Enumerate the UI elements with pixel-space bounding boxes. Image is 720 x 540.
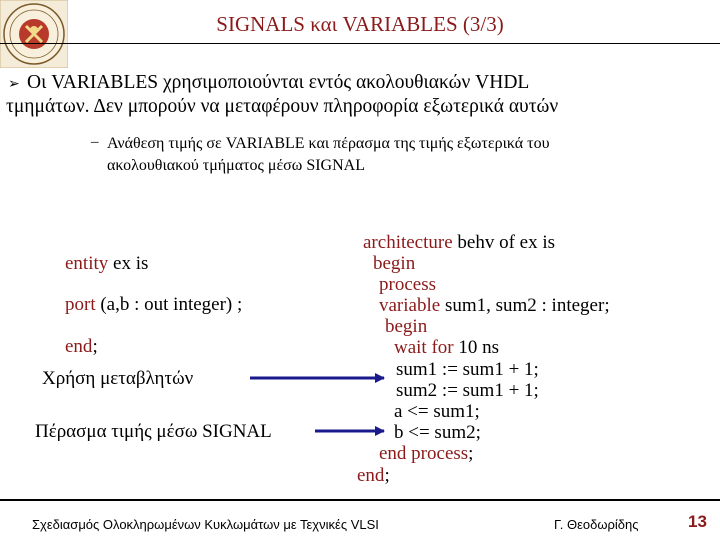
keyword: wait for — [394, 337, 454, 358]
keyword: process — [379, 274, 436, 295]
code-line: sum1 := sum1 + 1; — [396, 359, 539, 380]
keyword: end process — [379, 443, 469, 464]
code-line: end; — [65, 335, 98, 357]
page-number: 13 — [688, 512, 707, 531]
sub-bullet-dash: – — [91, 134, 99, 150]
keyword: architecture — [363, 232, 453, 253]
sub-bullet-line-1: Ανάθεση τιμής σε VARIABLE και πέρασμα της τιμής εξωτερικά του — [107, 135, 550, 152]
code-line: architecture behv of ex is — [363, 232, 556, 253]
page-title: SIGNALS και VARIABLES (3/3) — [216, 12, 504, 36]
code-line: variable sum1, sum2 : integer; — [379, 295, 610, 316]
code-line: wait for 10 ns — [394, 337, 500, 358]
code-line: b <= sum2; — [394, 422, 481, 443]
keyword: begin — [373, 253, 416, 274]
code-line: port (a,b : out integer) ; — [65, 294, 243, 316]
code-line: sum2 := sum1 + 1; — [396, 380, 539, 401]
label-signal-pass: Πέρασμα τιμής μέσω SIGNAL — [35, 421, 272, 442]
bullet-line-1: Οι VARIABLES χρησιμοποιούνται εντός ακολουθιακών VHDL — [27, 72, 530, 93]
keyword: begin — [385, 316, 428, 337]
bullet-arrow-icon: ➢ — [8, 76, 20, 92]
keyword: end — [65, 335, 93, 357]
code-line: end; — [357, 465, 390, 486]
code-line: end process; — [379, 443, 474, 464]
footer-author: Γ. Θεοδωρίδης — [554, 517, 639, 532]
bullet-line-2: τμημάτων. Δεν μπορούν να μεταφέρουν πληροφορία εξωτερικά αυτών — [6, 96, 559, 117]
keyword: variable — [379, 295, 441, 316]
code-line: a <= sum1; — [394, 401, 480, 422]
label-variables-use: Χρήση μεταβλητών — [42, 368, 194, 389]
keyword: port — [65, 294, 96, 316]
footer-divider — [0, 499, 720, 501]
footer-course: Σχεδιασμός Ολοκληρωμένων Κυκλωμάτων με Τεχνικές VLSI — [32, 517, 379, 532]
code-line: entity ex is — [65, 252, 149, 274]
keyword: end — [357, 465, 385, 486]
keyword: entity — [65, 252, 109, 274]
sub-bullet-line-2: ακολουθιακού τμήματος μέσω SIGNAL — [107, 157, 365, 174]
